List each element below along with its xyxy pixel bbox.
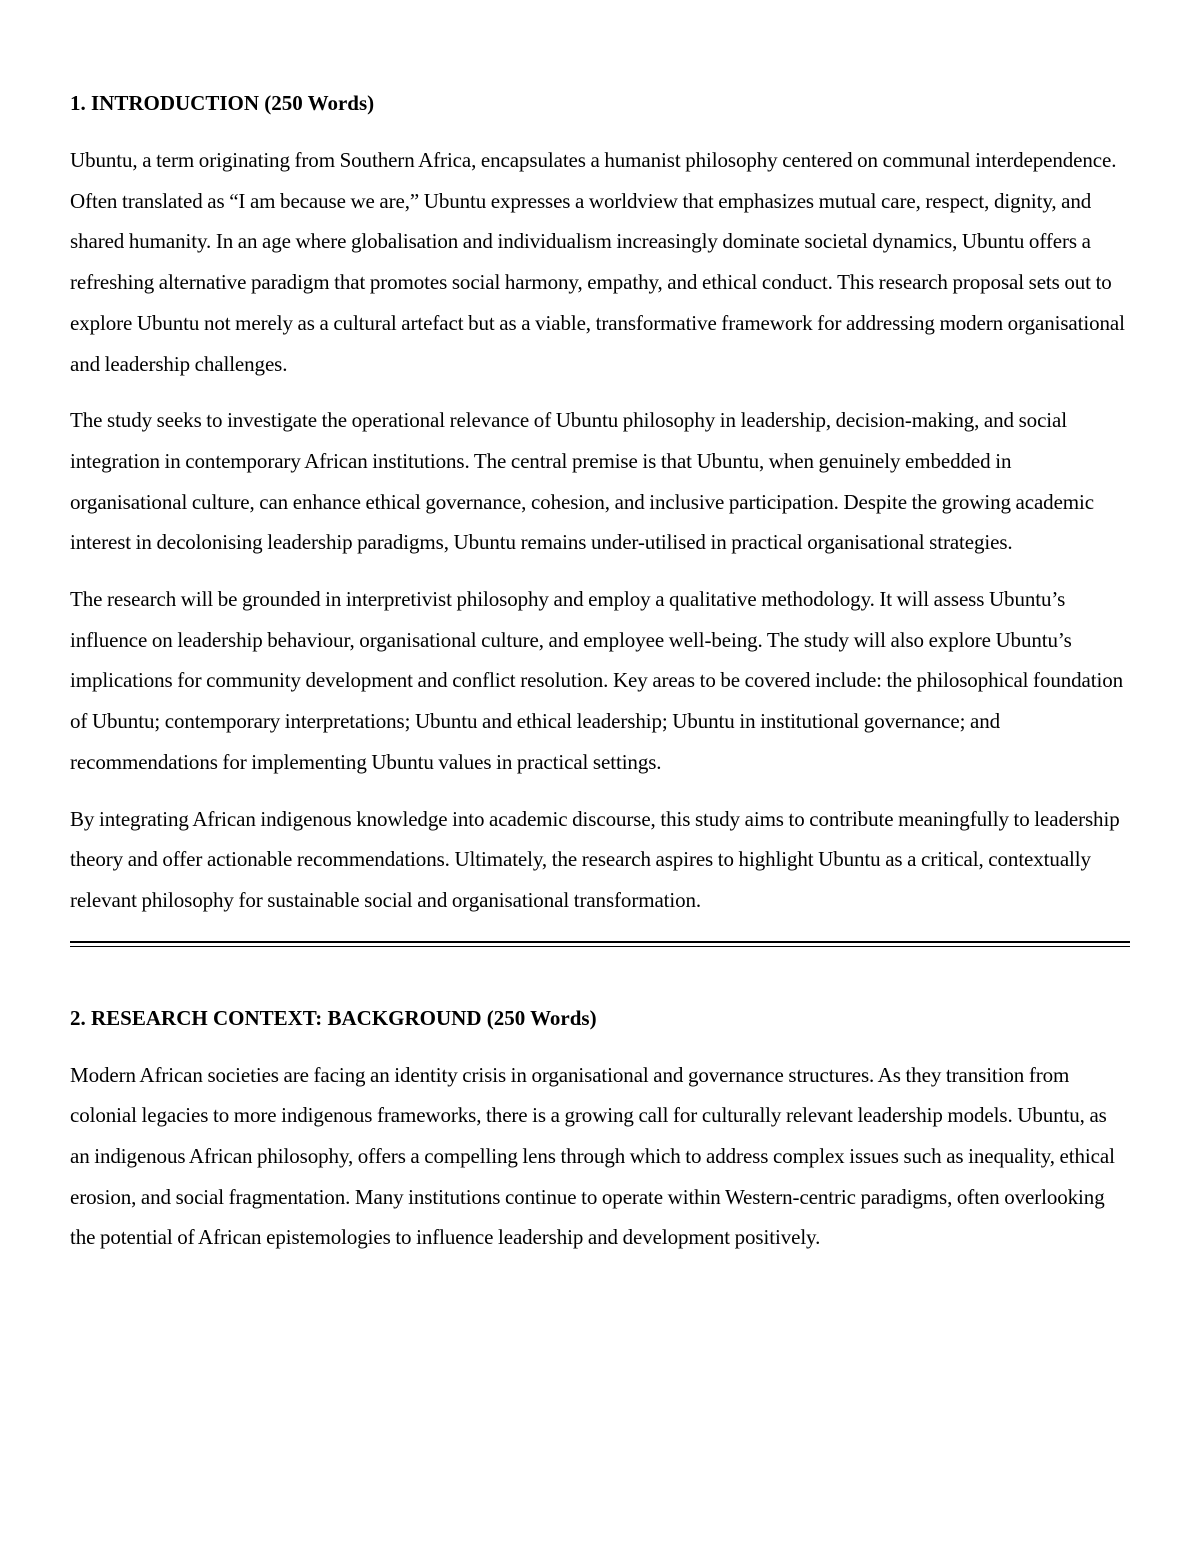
paragraph: The research will be grounded in interpretivist philosophy and employ a qualitative methodology. It will assess Ubuntu’s influence on leadership behaviour, organisational culture, and employee well-being. The study will also explore Ubuntu’s implications for community development and conflict resolution. Key areas to be covered include: the philosophical foundation of Ubuntu; contemporary interpretations; Ubuntu and ethical leadership; Ubuntu in institutional governance; and recommendations for implementing Ubuntu values in practical settings.: [70, 587, 1124, 774]
section-research-context: [70, 1003, 1130, 1259]
paragraph: Ubuntu, a term originating from Southern Africa, encapsulates a humanist philosophy centered on communal interdependence. Often translated as “I am because we are,” Ubuntu expresses a worldview that emphasizes mutual care, respect, dignity, and shared humanity. In an age where globalisation and individualism increasingly dominate societal dynamics, Ubuntu offers a refreshing alternative paradigm that promotes social harmony, empathy, and ethical conduct. This research proposal sets out to explore Ubuntu not merely as a cultural artefact but as a viable, transformative framework for addressing modern organisational and leadership challenges.: [70, 148, 1125, 376]
section-heading: 1. INTRODUCTION (250 Words): [70, 91, 375, 115]
double-rule-divider: [70, 941, 1130, 947]
document-page: [70, 88, 1130, 1274]
section-heading: 2. RESEARCH CONTEXT: BACKGROUND (250 Words): [70, 1005, 597, 1030]
section-introduction: [70, 88, 1130, 921]
paragraph: By integrating African indigenous knowledge into academic discourse, this study aims to contribute meaningfully to leadership theory and offer actionable recommendations. Ultimately, the research aspires to highlight Ubuntu as a critical, contextually relevant philosophy for sustainable social and organisational transformation.: [70, 806, 1120, 912]
paragraph: The study seeks to investigate the operational relevance of Ubuntu philosophy in leadership, decision-making, and social integration in contemporary African institutions. The central premise is that Ubuntu, when genuinely embedded in organisational culture, can enhance ethical governance, cohesion, and inclusive participation. Despite the growing academic interest in decolonising leadership paradigms, Ubuntu remains under-utilised in practical organisational strategies.: [70, 408, 1094, 555]
paragraph: Modern African societies are facing an identity crisis in organisational and governance structures. As they transition from colonial legacies to more indigenous frameworks, there is a growing call for culturally relevant leadership models. Ubuntu, as an indigenous African philosophy, offers a compelling lens through which to address complex issues such as inequality, ethical erosion, and social fragmentation. Many institutions continue to operate within Western-centric paradigms, often overlooking the potential of African epistemologies to influence leadership and development positively.: [70, 1062, 1115, 1250]
